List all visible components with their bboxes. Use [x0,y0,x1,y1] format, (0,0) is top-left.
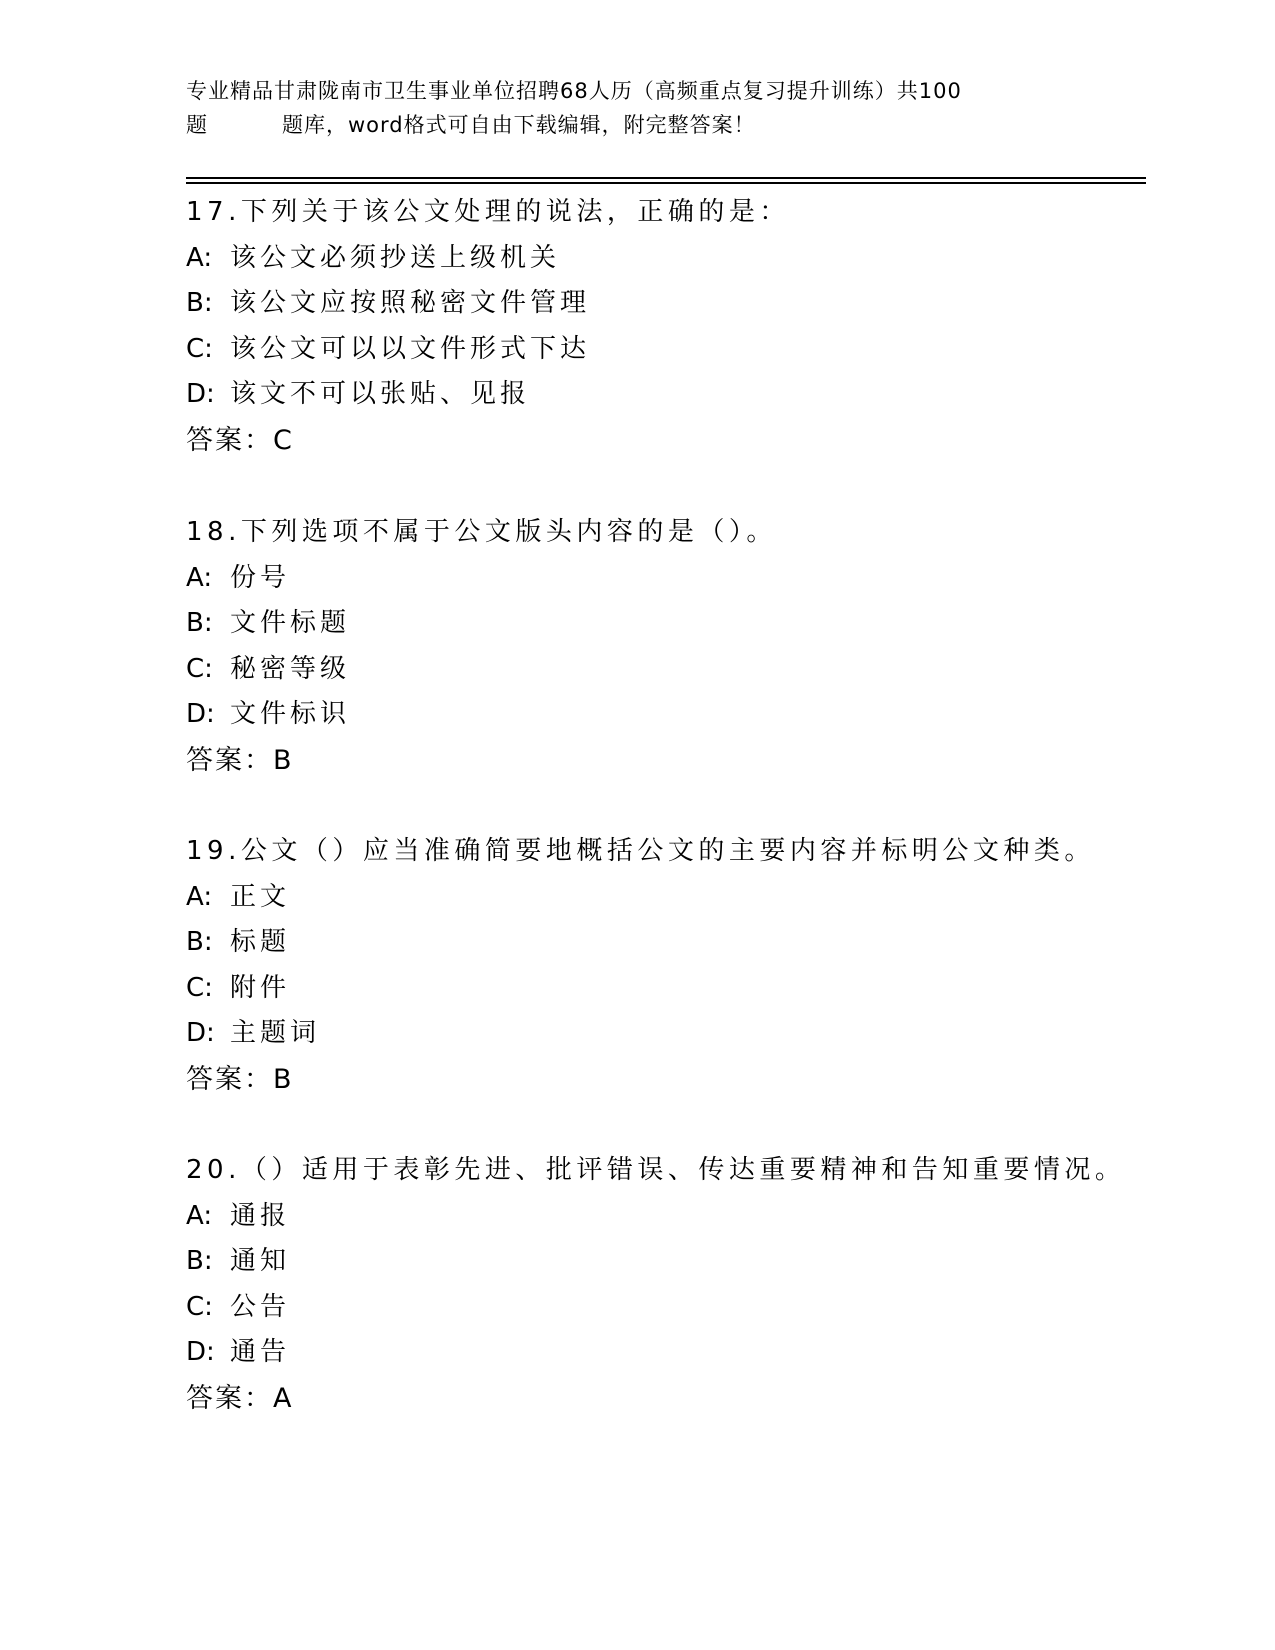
option-letter: A: [186,242,213,273]
option-letter: B: [186,927,213,957]
option-text: 主题词 [230,1018,321,1048]
header-title-line1: 专业精品甘肃陇南市卫生事业单位招聘68人历（高频重点复习提升训练）共100 [186,79,962,103]
option-letter: B: [186,288,213,318]
option-b [186,920,1186,966]
option-letter: D: [186,699,215,729]
option-d [186,1011,1186,1057]
option-a [186,1194,1186,1240]
option-text: 文件标识 [230,699,351,729]
option-b [186,1239,1186,1285]
option-c [186,647,1186,693]
option-b [186,281,1186,327]
option-a [186,875,1186,921]
question-block [186,829,1186,1102]
option-letter: C: [186,1291,213,1322]
question-text: 20.（）适用于表彰先进、批评错误、传达重要精神和告知重要情况。 [186,1155,1126,1185]
option-text: 文件标题 [230,608,351,638]
option-text: 秘密等级 [230,653,351,684]
option-letter: D: [186,379,215,409]
option-text: 该文不可以张贴、见报 [230,379,531,409]
answer-line: 答案：A [186,1382,294,1414]
option-letter: B: [186,608,213,638]
question-text: 17.下列关于该公文处理的说法，正确的是： [186,197,790,227]
header-divider-bottom [186,182,1146,184]
question-block [186,510,1186,783]
question-block [186,1148,1186,1421]
option-text: 该公文应按照秘密文件管理 [230,288,591,318]
option-a [186,236,1186,282]
header-divider-top [186,177,1146,179]
question-block [186,190,1186,463]
option-c [186,327,1186,373]
header-title-line2-prefix: 题 [186,113,208,137]
option-c [186,966,1186,1012]
option-text: 正文 [230,881,291,912]
answer-line: 答案：B [186,1063,294,1095]
option-text: 该公文必须抄送上级机关 [230,242,561,273]
header-title-line2 [186,108,1086,142]
option-c [186,1285,1186,1331]
option-a [186,556,1186,602]
option-text: 附件 [230,972,291,1003]
option-letter: D: [186,1018,215,1048]
option-text: 通知 [230,1246,291,1276]
option-letter: A: [186,562,213,593]
option-d [186,1330,1186,1376]
option-letter: A: [186,881,213,912]
question-text: 18.下列选项不属于公文版头内容的是（）。 [186,517,777,547]
header-title-line2-text: 题库，word格式可自由下载编辑，附完整答案！ [282,113,756,137]
option-text: 该公文可以以文件形式下达 [230,333,591,364]
option-text: 标题 [230,927,291,957]
answer-line: 答案：C [186,424,294,456]
option-text: 通报 [230,1200,291,1231]
option-b [186,601,1186,647]
option-text: 通告 [230,1337,291,1367]
option-text: 公告 [230,1291,291,1322]
document-header [186,74,1086,142]
option-d [186,372,1186,418]
option-d [186,692,1186,738]
question-text: 19.公文（）应当准确简要地概括公文的主要内容并标明公文种类。 [186,836,1095,866]
option-letter: C: [186,653,213,684]
option-letter: A: [186,1200,213,1231]
option-letter: C: [186,972,213,1003]
answer-line: 答案：B [186,744,294,776]
option-letter: B: [186,1246,213,1276]
option-letter: C: [186,333,213,364]
option-text: 份号 [230,562,291,593]
option-letter: D: [186,1337,215,1367]
